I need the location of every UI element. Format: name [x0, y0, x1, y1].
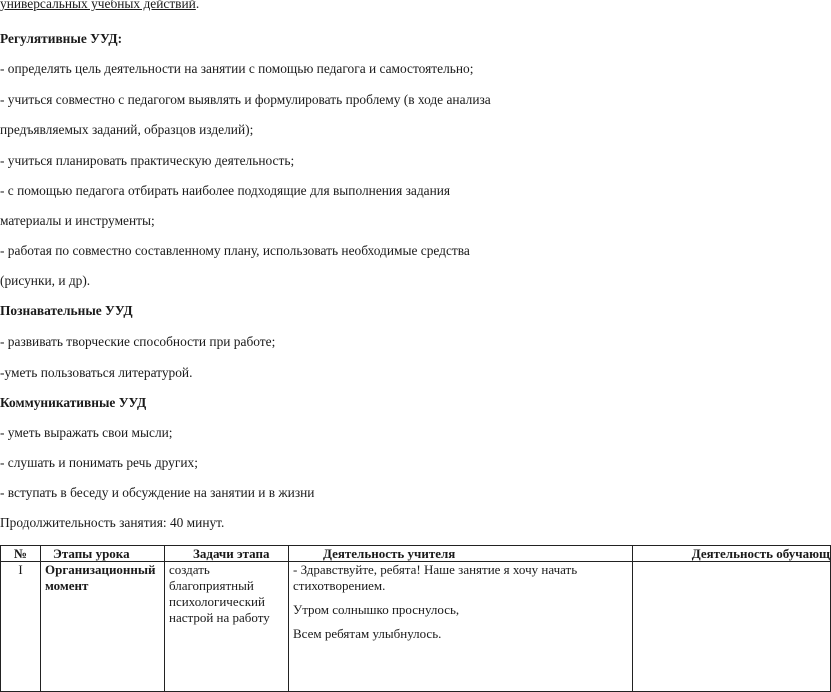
regulatory-item: - учиться планировать практическую деятельность;	[0, 153, 295, 168]
teacher-line: Утром солнышко проснулось,	[293, 602, 460, 617]
table-header-row	[1, 546, 831, 562]
communicative-item: - уметь выражать свои мысли;	[0, 425, 173, 440]
teacher-line: - Здравствуйте, ребята! Наше занятие я хочу начать стихотворением.	[293, 562, 578, 593]
communicative-item: - вступать в беседу и обсуждение на занятии и в жизни	[0, 485, 315, 500]
regulatory-item: (рисунки, и др).	[0, 273, 91, 288]
regulatory-item: - определять цель деятельности на занятии с помощью педагога и самостоятельно;	[0, 61, 474, 76]
row-teacher-activity	[289, 562, 633, 692]
cognitive-item: - развивать творческие способности при работе;	[0, 334, 276, 349]
communicative-heading: Коммуникативные УУД	[0, 395, 147, 410]
uud-link[interactable]: универсальных учебных действий	[0, 0, 196, 11]
regulatory-heading: Регулятивные УУД:	[0, 31, 123, 46]
regulatory-item: - учиться совместно с педагогом выявлять и формулировать проблему (в ходе анализа	[0, 92, 491, 107]
regulatory-item: предъявляемых заданий, образцов изделий);	[0, 122, 254, 137]
regulatory-item: материалы и инструменты;	[0, 213, 155, 228]
row-number: I	[1, 562, 41, 692]
lesson-plan-table	[0, 545, 831, 692]
table-row	[1, 562, 831, 692]
cognitive-item: -уметь пользоваться литературой.	[0, 365, 193, 380]
regulatory-item: - с помощью педагога отбирать наиболее подходящие для выполнения задания	[0, 183, 451, 198]
cognitive-heading: Познавательные УУД	[0, 303, 133, 318]
regulatory-item: - работая по совместно составленному плану, использовать необходимые средства	[0, 243, 470, 258]
header-tasks: Задачи этапа	[165, 546, 289, 562]
teacher-line: Всем ребятам улыбнулось.	[293, 626, 442, 641]
communicative-item: - слушать и понимать речь других;	[0, 455, 198, 470]
intro-line: универсальных учебных действий.	[0, 0, 199, 12]
header-teacher-activity: Деятельность учителя	[289, 546, 633, 562]
header-number: №	[1, 546, 41, 562]
row-stage: Организационный момент	[41, 562, 165, 692]
header-student-activity: Деятельность обучающ	[633, 546, 831, 562]
lesson-duration: Продолжительность занятия: 40 минут.	[0, 515, 225, 530]
row-task: создать благоприятный психологический настрой на работу	[165, 562, 289, 692]
header-stages: Этапы урока	[41, 546, 165, 562]
row-student-activity	[633, 562, 831, 692]
